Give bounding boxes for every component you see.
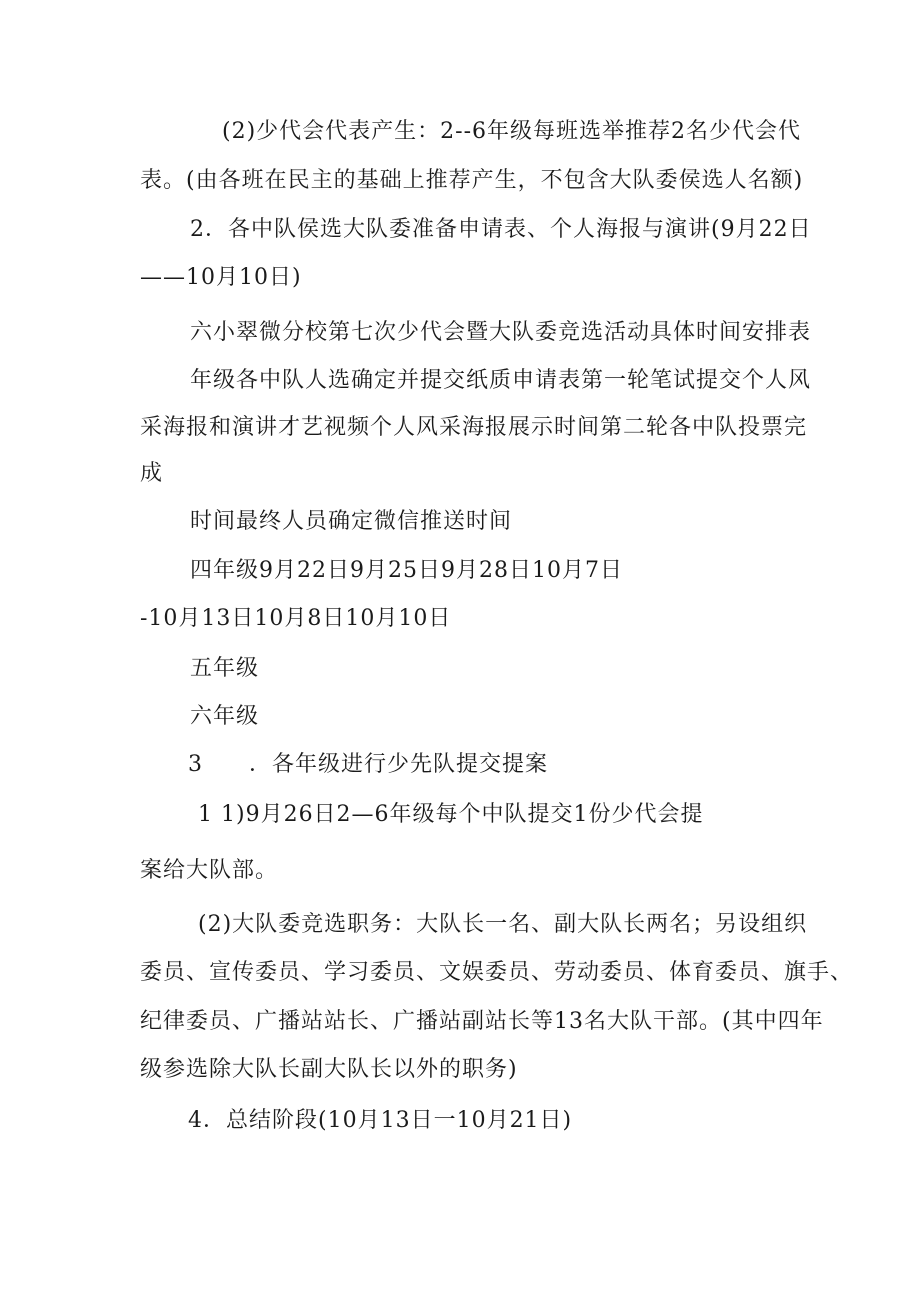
schedule-row-grade-4-line-1: 四年级9月22日9月25日9月28日10月7日 bbox=[190, 558, 623, 583]
schedule-table-title: 六小翠微分校第七次少代会暨大队委竞选活动具体时间安排表 bbox=[190, 320, 812, 345]
item-3-sub-1-line-2: 案给大队部。 bbox=[140, 858, 279, 883]
item-3-sub-2-line-1: (2)大队委竞选职务：大队长一名、副大队长两名；另设组织 bbox=[198, 912, 808, 937]
schedule-row-grade-5: 五年级 bbox=[190, 656, 260, 681]
item-2-line-1: 2．各中队侯选大队委准备申请表、个人海报与演讲(9月22日 bbox=[190, 217, 812, 242]
item-3-sub-2-line-2: 委员、宣传委员、学习委员、文娱委员、劳动委员、体育委员、旗手、 bbox=[140, 960, 854, 985]
schedule-header-line-4: 时间最终人员确定微信推送时间 bbox=[190, 509, 513, 534]
item-3-heading: 3 ．各年级进行少先队提交提案 bbox=[188, 752, 548, 777]
schedule-row-grade-4-line-2: -10月13日10月8日10月10日 bbox=[140, 606, 452, 631]
schedule-header-line-1: 年级各中队人选确定并提交纸质申请表第一轮笔试提交个人风 bbox=[190, 368, 812, 393]
schedule-row-grade-6: 六年级 bbox=[190, 704, 260, 729]
item-3-sub-1-line-1: 1 1)9月26日2—6年级每个中队提交1份少代会提 bbox=[198, 802, 704, 827]
paragraph-delegates-line-2: 表。(由各班在民主的基础上推荐产生，不包含大队委侯选人名额) bbox=[140, 168, 804, 193]
schedule-header-line-2: 采海报和演讲才艺视频个人风采海报展示时间第二轮各中队投票完 bbox=[140, 415, 808, 440]
item-3-sub-2-line-4: 级参选除大队长副大队长以外的职务) bbox=[140, 1057, 518, 1082]
schedule-header-line-3: 成 bbox=[140, 461, 164, 486]
item-4-heading: 4．总结阶段(10月13日一10月21日) bbox=[188, 1108, 573, 1133]
paragraph-delegates-line-1: (2)少代会代表产生：2--6年级每班选举推荐2名少代会代 bbox=[222, 119, 802, 144]
item-2-line-2: ——10月10日) bbox=[140, 265, 302, 290]
item-3-sub-2-line-3: 纪律委员、广播站站长、广播站副站长等13名大队干部。(其中四年 bbox=[140, 1009, 824, 1034]
